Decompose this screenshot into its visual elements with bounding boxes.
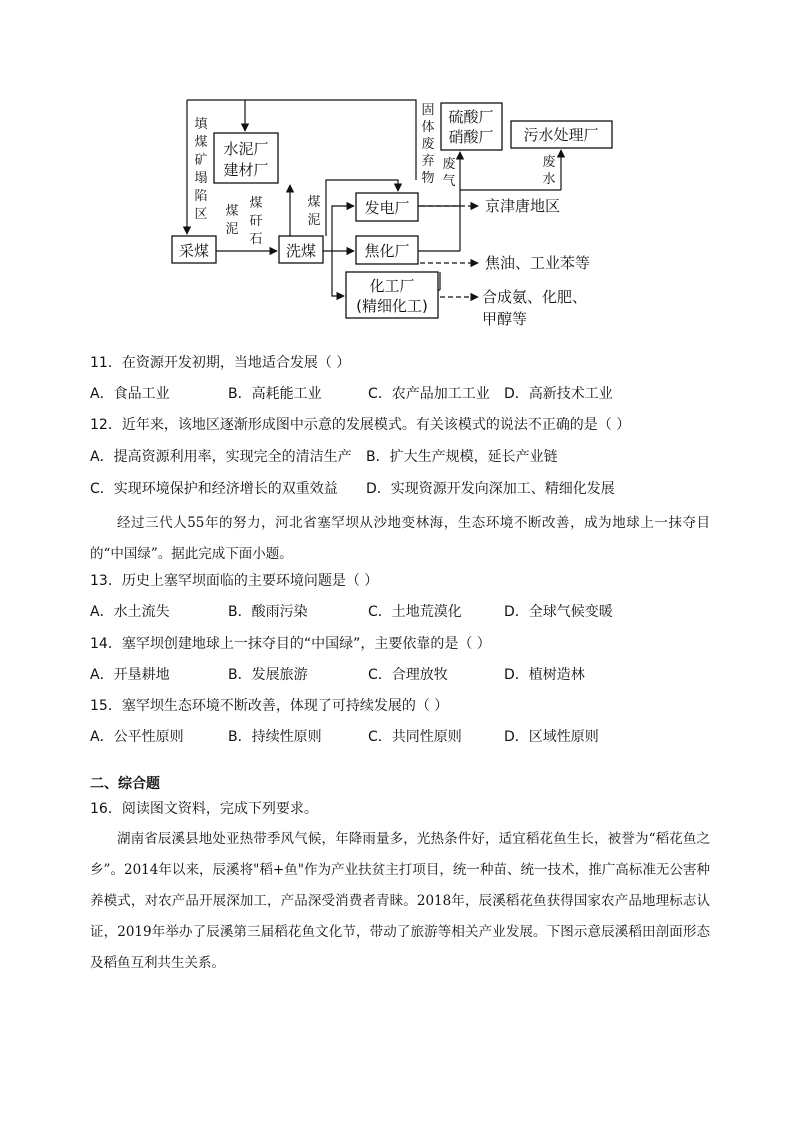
q13-option-b[interactable]: B．酸雨污染 xyxy=(228,604,308,620)
q12-option-a[interactable]: A．提高资源利用率，实现完全的清洁生产 xyxy=(90,449,352,465)
q12-option-b[interactable]: B．扩大生产规模，延长产业链 xyxy=(366,449,558,465)
slime2-char: 泥 xyxy=(307,213,321,228)
q15-option-c[interactable]: C．共同性原则 xyxy=(368,729,462,745)
backfill-char: 区 xyxy=(194,207,208,222)
chemical-label-1: 化工厂 xyxy=(369,277,415,295)
slime1-char: 泥 xyxy=(225,222,239,237)
coking-label: 焦化厂 xyxy=(364,242,410,260)
backfill-char: 陷 xyxy=(194,189,208,204)
chemical-output-1: 合成氨、化肥、 xyxy=(482,288,588,306)
cement-label-2: 建材厂 xyxy=(223,161,269,179)
backfill-char: 塌 xyxy=(194,171,208,186)
waste-gas-char: 气 xyxy=(442,174,456,189)
q11-option-a[interactable]: A．食品工业 xyxy=(90,386,170,402)
q16-passage: 湖南省辰溪县地处亚热带季风气候，年降雨量多，光热条件好，适宜稻花鱼生长，被誉为“稻花鱼之乡”。2014年以来，辰溪将"稻+鱼"作为产业扶贫主打项目，统一种苗、统一技术，推广高标准无公害种养模式，对农产品开展深加工，产品深受消费者青睐。2018年，辰溪稻花鱼获得国家农产品地理标志认证，2019年举办了辰溪第三届稻花鱼文化节，带动了旅游等相关产业发展。下图示意辰溪稻田剖面形态及稻鱼互利共生关系。 xyxy=(90,831,710,971)
q13-option-c[interactable]: C．土地荒漠化 xyxy=(368,604,462,620)
coking-output: 焦油、工业苯等 xyxy=(485,254,591,272)
gangue-char: 石 xyxy=(249,232,263,247)
section-heading: 二、综合题 xyxy=(90,776,160,792)
cement-label-1: 水泥厂 xyxy=(223,140,269,158)
q12-option-c[interactable]: C．实现环境保护和经济增长的双重效益 xyxy=(90,481,338,497)
q13-option-a[interactable]: A．水土流失 xyxy=(90,604,170,620)
solid-waste-char: 废 xyxy=(421,137,435,152)
q11-option-c[interactable]: C．农产品加工工业 xyxy=(368,386,490,402)
gangue-char: 煤 xyxy=(249,196,263,211)
waste-water-char: 废 xyxy=(542,155,556,170)
q14-option-d[interactable]: D．植树造林 xyxy=(504,667,585,683)
slime2-char: 煤 xyxy=(307,195,321,210)
q15-stem: 15．塞罕坝生态环境不断改善，体现了可持续发展的（ ） xyxy=(90,698,449,714)
q11-option-b[interactable]: B．高耗能工业 xyxy=(228,386,322,402)
industrial-chain-diagram xyxy=(0,0,794,340)
waste-gas-char: 废 xyxy=(442,157,456,172)
backfill-char: 矿 xyxy=(194,153,208,168)
solid-waste-char: 弃 xyxy=(421,154,435,169)
q15-option-d[interactable]: D．区域性原则 xyxy=(504,729,599,745)
chemical-label-2: (精细化工) xyxy=(356,297,428,315)
q14-option-c[interactable]: C．合理放牧 xyxy=(368,667,448,683)
passage-saihanba: 经过三代人55年的努力，河北省塞罕坝从沙地变林海，生态环境不断改善，成为地球上一抹夺目的“中国绿”。据此完成下面小题。 xyxy=(90,515,710,562)
solid-waste-char: 体 xyxy=(421,120,435,135)
q14-stem: 14．塞罕坝创建地球上一抹夺目的“中国绿”，主要依靠的是（ ） xyxy=(90,636,491,652)
q12-option-d[interactable]: D．实现资源开发向深加工、精细化发展 xyxy=(366,481,615,497)
solid-waste-char: 固 xyxy=(421,103,435,118)
sewage-label: 污水处理厂 xyxy=(523,126,599,144)
q13-stem: 13．历史上塞罕坝面临的主要环境问题是（ ） xyxy=(90,573,379,589)
power-output: 京津唐地区 xyxy=(485,197,561,215)
q14-option-a[interactable]: A．开垦耕地 xyxy=(90,667,170,683)
gangue-char: 矸 xyxy=(249,214,263,229)
q13-option-d[interactable]: D．全球气候变暖 xyxy=(504,604,613,620)
waste-water-char: 水 xyxy=(542,172,556,187)
solid-waste-char: 物 xyxy=(421,171,435,186)
q16-stem: 16．阅读图文资料，完成下列要求。 xyxy=(90,801,318,817)
mining-label: 采煤 xyxy=(178,242,210,260)
slime1-char: 煤 xyxy=(225,204,239,219)
acid-label-1: 硫酸厂 xyxy=(448,108,494,126)
washing-label: 洗煤 xyxy=(285,242,317,260)
q12-stem: 12．近年来，该地区逐渐形成图中示意的发展模式。有关该模式的说法不正确的是（ ） xyxy=(90,417,631,433)
q14-option-b[interactable]: B．发展旅游 xyxy=(228,667,308,683)
chemical-output-2: 甲醇等 xyxy=(482,310,528,328)
power-label: 发电厂 xyxy=(364,199,410,217)
q11-stem: 11．在资源开发初期，当地适合发展（ ） xyxy=(90,355,351,371)
backfill-char: 煤 xyxy=(194,135,208,150)
acid-label-2: 硝酸厂 xyxy=(448,128,494,146)
backfill-char: 填 xyxy=(194,117,208,132)
q15-option-a[interactable]: A．公平性原则 xyxy=(90,729,184,745)
q11-option-d[interactable]: D．高新技术工业 xyxy=(504,386,613,402)
q15-option-b[interactable]: B．持续性原则 xyxy=(228,729,322,745)
